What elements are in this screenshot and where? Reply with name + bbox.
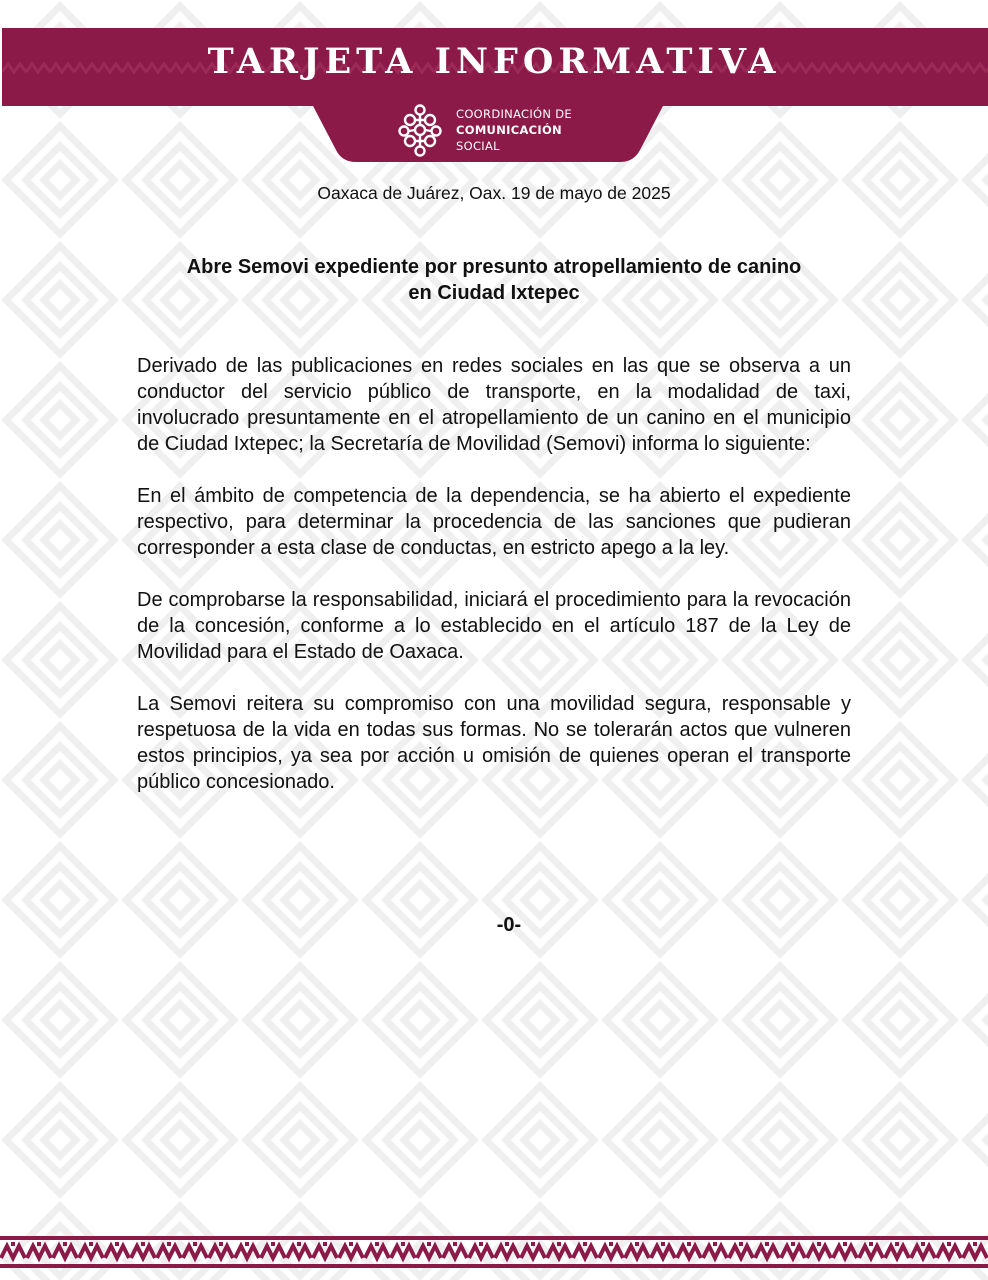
headline	[120, 254, 868, 306]
headline-line-1: Abre Semovi expediente por presunto atropellamiento de canino	[186, 256, 802, 278]
paragraph-3: De comprobarse la responsabilidad, iniciará el procedimiento para la revocación de la concesión, conforme a lo establecido en el artículo 187 de la Ley de Movilidad para el Estado de Oaxaca.	[137, 589, 851, 663]
page-title: TARJETA INFORMATIVA	[207, 41, 781, 82]
closing-mark: -0-	[496, 914, 522, 936]
org-name-line-3: SOCIAL	[456, 139, 500, 153]
paragraph-4: La Semovi reitera su compromiso con una movilidad segura, responsable y respetuosa de la vida en todas sus formas. No se tolerarán actos que vulneren estos principios, ya sea por acción u omisión de quienes operan el transporte público concesionado.	[137, 693, 851, 793]
paragraph-1: Derivado de las publicaciones en redes sociales en las que se observa a un conductor del servicio público de transporte, en la modalidad de taxi, involucrado presuntamente en el atropellamiento de un canino en el municipio de Ciudad Ixtepec; la Secretaría de Movilidad (Semovi) informa lo siguiente:	[137, 355, 851, 455]
org-name-line-1: COORDINACIÓN DE	[456, 107, 572, 121]
org-name-line-2: COMUNICACIÓN	[456, 123, 562, 137]
headline-line-2: en Ciudad Ixtepec	[408, 282, 580, 304]
footer-band	[0, 1236, 988, 1268]
body-text	[137, 353, 851, 821]
paragraph-2: En el ámbito de competencia de la dependencia, se ha abierto el expediente respectivo, para determinar la procedencia de las sanciones que pudieran corresponder a esta clase de conductas, en estricto apego a la ley.	[137, 485, 851, 559]
dateline: Oaxaca de Juárez, Oax. 19 de mayo de 2025	[317, 183, 671, 203]
organization-logo	[398, 101, 572, 159]
knot-logo-icon	[398, 103, 442, 157]
